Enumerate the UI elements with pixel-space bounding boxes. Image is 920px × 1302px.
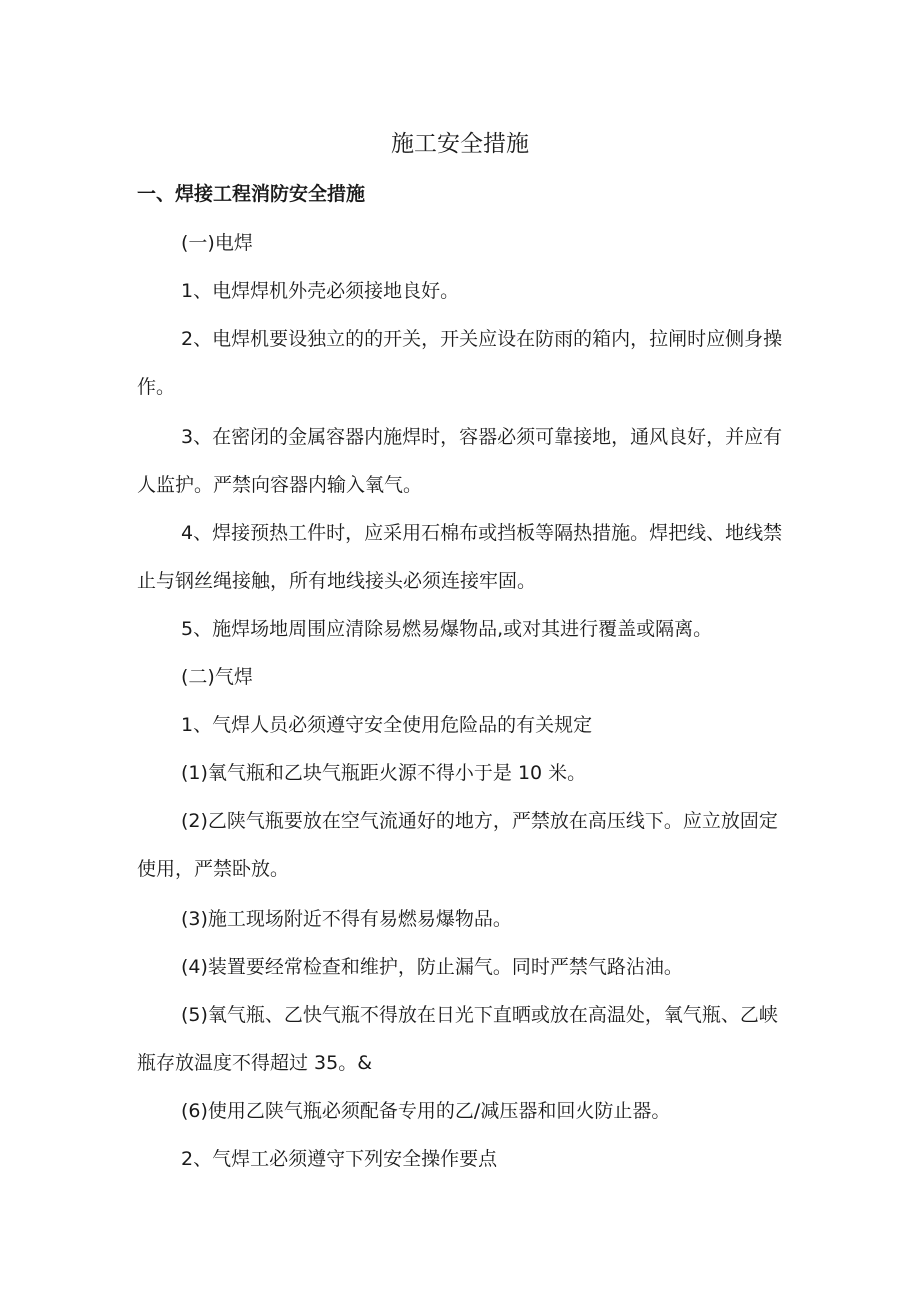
subsection-heading-gas-welding: (二)气焊 xyxy=(181,666,253,688)
paragraph: (1)氧气瓶和乙块气瓶距火源不得小于是 10 米。 xyxy=(181,762,587,784)
paragraph: 5、施焊场地周围应清除易燃易爆物品,或对其进行覆盖或隔离。 xyxy=(181,618,713,640)
document-title: 施工安全措施 xyxy=(391,131,529,157)
paragraph: 1、气焊人员必须遵守安全使用危险品的有关规定 xyxy=(181,714,593,736)
paragraph: 2、气焊工必须遵守下列安全操作要点 xyxy=(181,1148,498,1170)
paragraph: 1、电焊焊机外壳必须接地良好。 xyxy=(181,280,460,302)
paragraph: (3)施工现场附近不得有易燃易爆物品。 xyxy=(181,908,512,930)
subsection-heading-electric-welding: (一)电焊 xyxy=(181,232,253,254)
paragraph: (6)使用乙陕气瓶必须配备专用的乙/减压器和回火防止器。 xyxy=(181,1100,671,1122)
section-heading: 一、焊接工程消防安全措施 xyxy=(137,183,366,205)
paragraph: (5)氧气瓶、乙快气瓶不得放在日光下直晒或放在高温处，氧气瓶、乙峡瓶存放温度不得超过 35。& xyxy=(137,1004,778,1074)
paragraph: (2)乙陕气瓶要放在空气流通好的地方，严禁放在高压线下。应立放固定使用，严禁卧放。 xyxy=(137,810,778,880)
paragraph: (4)装置要经常检查和维护，防止漏气。同时严禁气路沾油。 xyxy=(181,956,683,978)
paragraph: 2、电焊机要设独立的的开关，开关应设在防雨的箱内，拉闸时应侧身操作。 xyxy=(137,328,783,398)
paragraph: 4、焊接预热工件时，应采用石棉布或挡板等隔热措施。焊把线、地线禁止与钢丝绳接触，所有地线接头必须连接牢固。 xyxy=(137,522,783,592)
paragraph: 3、在密闭的金属容器内施焊时，容器必须可靠接地，通风良好，并应有人监护。严禁向容器内输入氧气。 xyxy=(137,426,783,496)
